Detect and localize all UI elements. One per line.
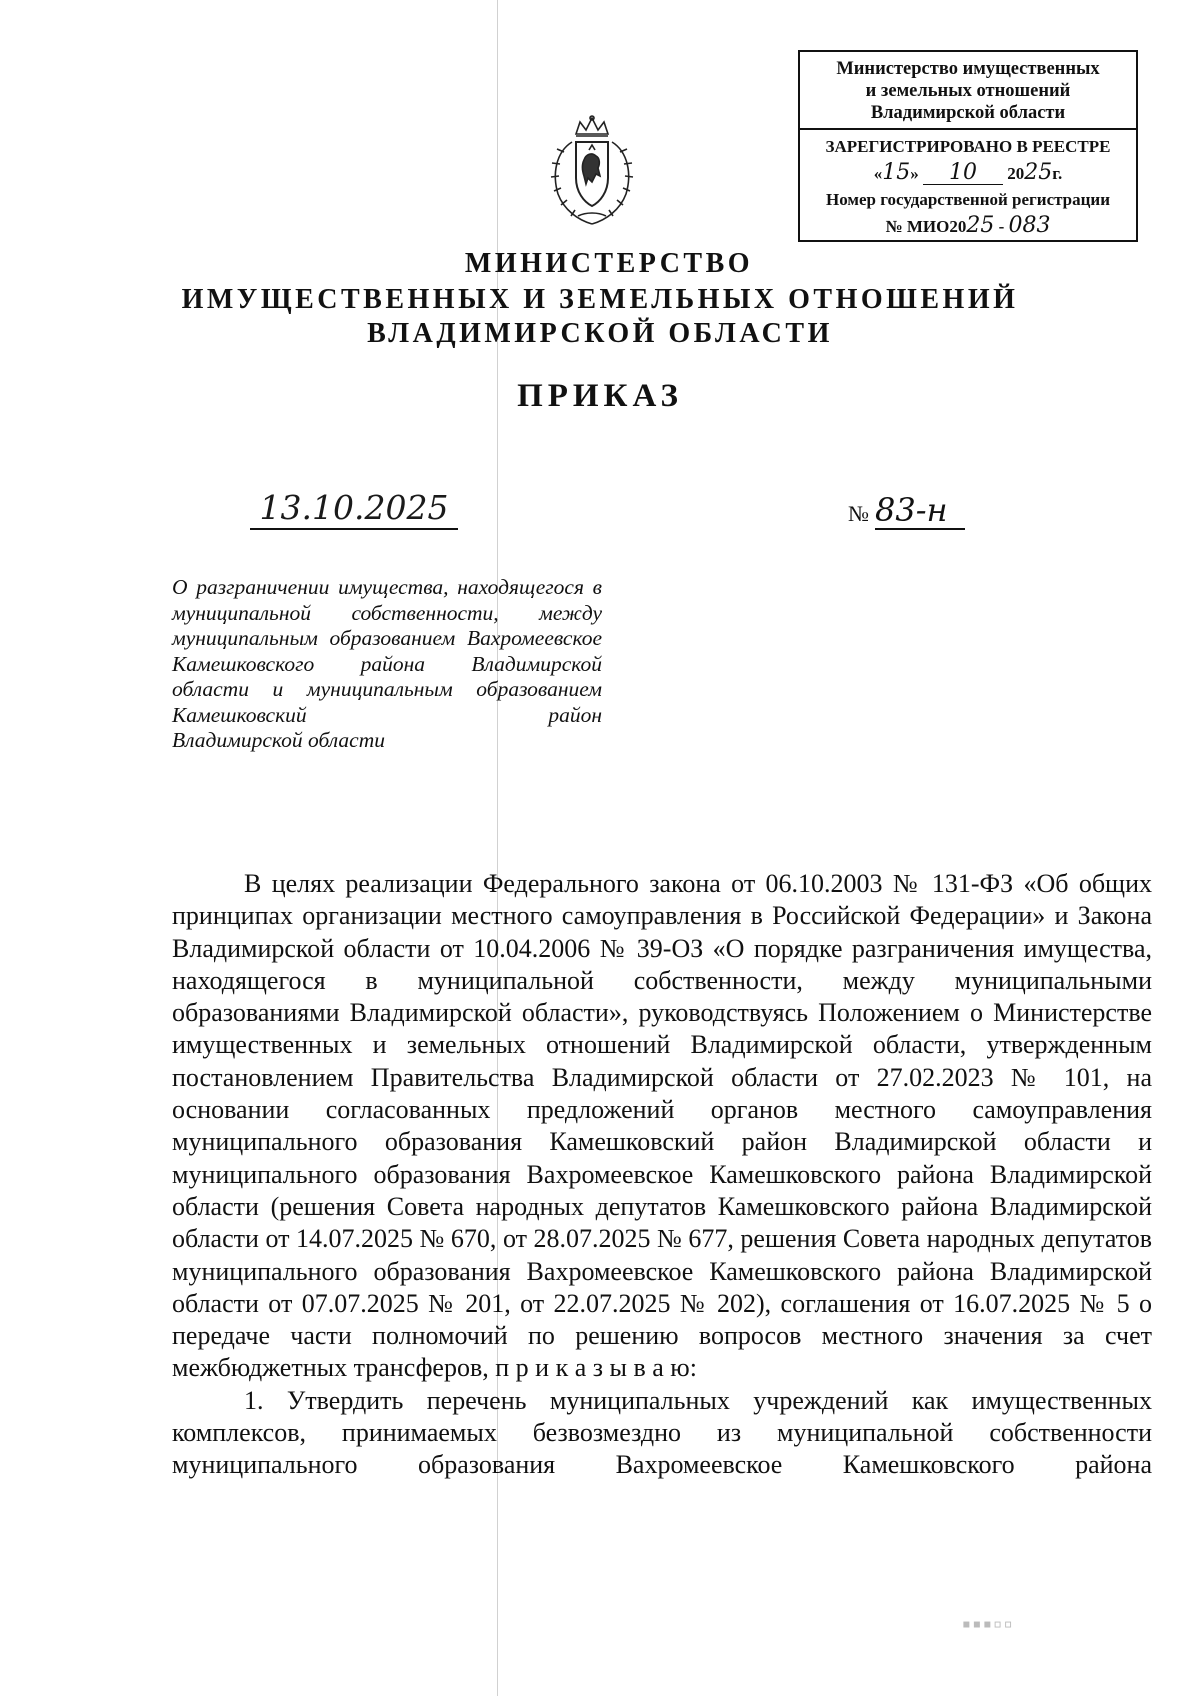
stamp-date-year-prefix: 20 <box>1007 164 1025 183</box>
stamp-body <box>800 130 1136 240</box>
document-number <box>848 492 965 530</box>
stamp-date-day: 15 <box>882 160 911 185</box>
order-body <box>172 868 1152 1482</box>
scan-smudge: ▪▪▪▫▫ <box>962 1612 1015 1638</box>
stamp-date-suffix: г. <box>1052 164 1063 183</box>
ministry-title-line-1: МИНИСТЕРСТВО <box>464 248 754 279</box>
number-label: № <box>848 501 869 526</box>
stamp-reg-prefix: № МИО20 <box>885 217 967 236</box>
document-type: ПРИКАЗ <box>517 378 683 414</box>
registration-stamp <box>798 50 1138 242</box>
subject-text: О разграничении имущества, находящегося в муниципальной собственности, между муниципальным образованием Вахромеевское Камешковского района Владимирской области и муниципальным образованием Камешковский район <box>172 575 602 727</box>
stamp-date <box>804 160 1132 187</box>
ministry-title-line-3: ВЛАДИМИРСКОЙ ОБЛАСТИ <box>367 318 833 349</box>
stamp-header <box>800 52 1136 130</box>
document-date: 13.10.2025 <box>250 488 458 530</box>
stamp-line-3: Владимирской области <box>870 103 1066 123</box>
stamp-date-month: 10 <box>923 162 1003 185</box>
stamp-date-open: « <box>873 164 883 183</box>
stamp-reg-label: Номер государственной регистрации <box>825 190 1111 209</box>
body-paragraph-2: 1. Утвердить перечень муниципальных учреждений как имущественных комплексов, принимаемых безвозмездно из муниципальной собственности муниципального образования Вахромеевское Камешковского района <box>172 1385 1152 1480</box>
subject-last-line: Владимирской области <box>172 728 385 752</box>
stamp-line-1: Министерство имущественных <box>836 59 1100 79</box>
stamp-reg-num: 083 <box>1008 213 1051 238</box>
stamp-registered: ЗАРЕГИСТРИРОВАНО В РЕЕСТРЕ <box>825 137 1111 156</box>
stamp-reg-year: 25 <box>966 213 995 238</box>
stamp-reg-number <box>804 213 1132 240</box>
coat-of-arms-icon <box>542 112 642 230</box>
stamp-line-2: и земельных отношений <box>865 81 1071 101</box>
body-paragraph-1: В целях реализации Федерального закона от 06.10.2003 № 131-ФЗ «Об общих принципах организации местного самоуправления в Российской Федерации» и Закона Владимирской области от 10.04.2006 № 39-ОЗ «О порядке разграничения имущества, находящегося в муниципальной собственности, между муниципальными образованиями Владимирской области», руководствуясь Положением о Министерстве имущественных и земельных отношений Владимирской области, утвержденным постановлением Правительства Владимирской области от 27.02.2023 № 101, на основании согласованных предложений органов местного самоуправления муниципального образования Камешковский район Владимирской области и муниципального образования Вахромеевское Камешковского района Владимирской области (решения Совета народных депутатов Камешковского района Владимирской области от 14.07.2025 № 670, от 28.07.2025 № 677, решения Совета народных депутатов муниципального образования Вахромеевское Камешковского района Владимирской области от 07.07.2025 № 201, от 22.07.2025 № 202), соглашения от 16.07.2025 № 5 о передаче части полномочий по решению вопросов местного значения за счет межбюджетных трансферов, п р и к а з ы в а ю: <box>172 869 1152 1383</box>
stamp-date-year: 25 <box>1024 160 1053 185</box>
stamp-reg-sep: - <box>994 217 1009 236</box>
number-value: 83-н <box>875 492 965 530</box>
stamp-date-close: » <box>910 164 919 183</box>
order-subject <box>172 575 602 754</box>
ministry-title-line-2: ИМУЩЕСТВЕННЫХ И ЗЕМЕЛЬНЫХ ОТНОШЕНИЙ <box>181 284 1019 315</box>
